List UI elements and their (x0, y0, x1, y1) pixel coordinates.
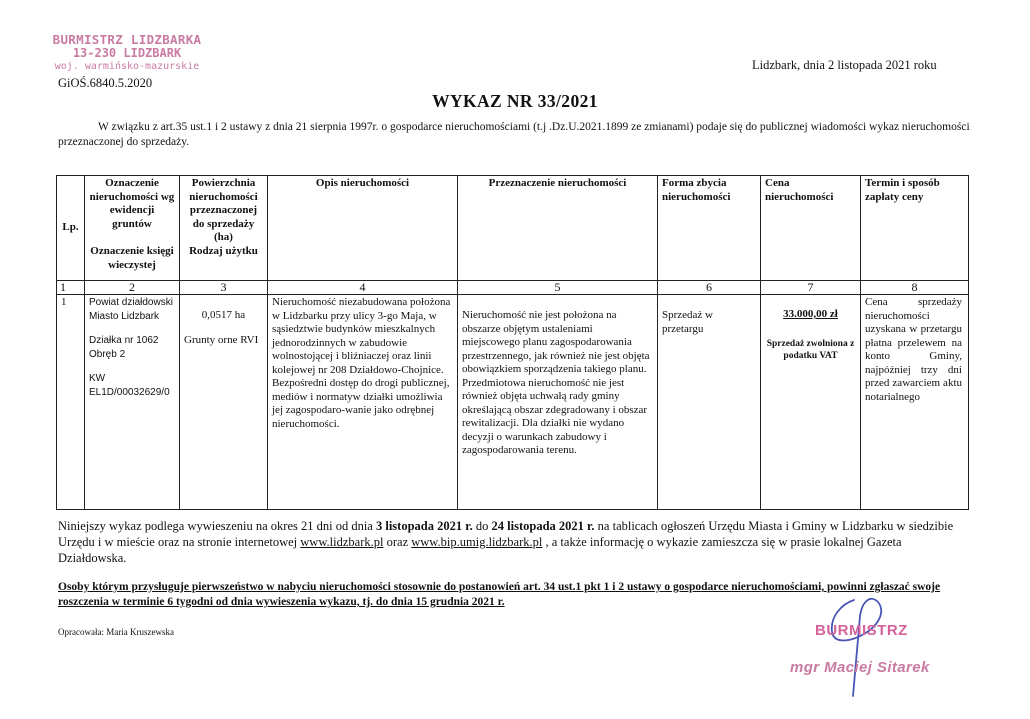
stamp-line-1: BURMISTRZ LIDZBARKA (52, 32, 202, 47)
sale-form-value: Sprzedaż w przetargu (662, 309, 714, 335)
land-register-number: EL1D/00032629/0 (89, 386, 170, 398)
cell-sale-form (658, 295, 761, 510)
cell-payment (861, 295, 969, 510)
column-number: 8 (861, 281, 969, 295)
priority-notice: Osoby którym przysługuje pierwszeństwo w nabyciu nieruchomości stosownie do postanowień art. 34 ust.1 pkt 1 i 2 ustawy o gospodarce nieruchomościami, powinni zgłaszać swoje roszczenia w terminie 6 tygodni od dnia wywieszenia wykazu, tj. do dnia 15 grudnia 2021 r. (58, 581, 941, 608)
notice-text: na tablicach ogłoszeń Urzędu Miasta i Gminy w Lidzbarku w siedzibie Urzędu i w mieście oraz na stronie internetowej (58, 519, 954, 549)
purpose-text-2: Przedmiotowa nieruchomość nie jest również objęta uchwałą rady gminy określającą obszar zdegradowany i obszar rewitalizacji. Dla działki nie wydano decyzji o warunkach zabudowy i zagospodarowania terenu. (462, 376, 648, 456)
header-description: Opis nieruchomości (268, 176, 458, 281)
document-title: WYKAZ NR 33/2021 (432, 91, 598, 111)
price-value: 33.000,00 zł (783, 308, 838, 320)
parcel-county: Powiat działdowski (89, 297, 173, 308)
header-payment: Termin i sposób zapłaty ceny (861, 176, 969, 281)
reference-number: GiOŚ.6840.5.2020 (58, 76, 153, 90)
column-number: 4 (268, 281, 458, 295)
notice-text: , a także informację o wykazie zamieszcza się w prasie lokalnej Gazeta Działdowska. (58, 535, 902, 565)
column-number: 3 (180, 281, 268, 295)
header-land-register: Oznaczenie księgi wieczystej (90, 245, 174, 271)
mayor-name: mgr Maciej Sitarek (790, 659, 930, 676)
land-register-label: KW (89, 373, 106, 384)
document-date: Lidzbark, dnia 2 listopada 2021 roku (752, 58, 937, 72)
notice-start-date: 3 listopada 2021 r. (375, 519, 473, 533)
table-row (57, 295, 969, 510)
purpose-text-1: Nieruchomość nie jest położona na obszarze objętym ustaleniami miejscowego planu zagospodarowania przestrzennego, jak również nie jest objęta obowiązkiem sporządzenia takiego planu. (462, 309, 650, 375)
parcel-town: Miasto Lidzbark (89, 310, 160, 322)
description-text-1: Nieruchomość niezabudowana położona w Lidzbarku przy ulicy 3-go Maja, w sąsiedztwie budynków mieszkalnych jednorodzinnych w zabudowie wolnostojącej i bliźniaczej oraz linii kolejowej nr 208 Działdowo-Chojnice. (272, 296, 451, 376)
cell-price (761, 295, 861, 510)
column-numbers-row (57, 281, 969, 295)
notice-end-date: 24 listopada 2021 r. (491, 519, 595, 533)
header-area (180, 176, 268, 281)
column-number: 2 (85, 281, 180, 295)
header-lp: Lp. (57, 176, 85, 281)
table-header-row (57, 176, 969, 281)
link-bip[interactable]: www.bip.umig.lidzbark.pl (411, 535, 543, 549)
notice-text: do (472, 519, 492, 533)
header-land-use: Rodzaj użytku (189, 244, 258, 257)
official-stamp (44, 33, 210, 72)
column-number: 7 (761, 281, 861, 295)
column-number: 6 (658, 281, 761, 295)
cell-area (180, 295, 268, 510)
property-table (56, 175, 969, 510)
header-parcel (85, 176, 180, 281)
cell-parcel (85, 295, 180, 510)
row-lp: 1 (57, 295, 85, 510)
area-value: 0,0517 ha (201, 309, 246, 321)
notice-text: Niniejszy wykaz podlega wywieszeniu na okres 21 dni od dnia (58, 519, 376, 533)
prepared-by: Opracowała: Maria Kruszewska (58, 627, 174, 637)
land-use-value: Grunty orne RVI (184, 333, 259, 346)
header-parcel-registry: Oznaczenie nieruchomości wg ewidencji gruntów (89, 177, 175, 230)
cell-description (268, 295, 458, 510)
header-purpose: Przeznaczenie nieruchomości (458, 176, 658, 281)
header-area-size: Powierzchnia nieruchomości przeznaczonej do sprzedaży (ha) (189, 177, 258, 243)
parcel-number: Działka nr 1062 (89, 335, 159, 346)
intro-text: W związku z art.35 ust.1 i 2 ustawy z dnia 21 sierpnia 1997r. o gospodarce nieruchomościami (t.j .Dz.U.2021.1899 ze zmianami) podaje się do publicznej wiadomości wykaz nieruchomości przeznaczonej do sprzedaży. (58, 121, 970, 148)
publication-notice (58, 518, 963, 566)
notice-text: oraz (383, 535, 412, 549)
intro-paragraph (58, 120, 970, 150)
column-number: 1 (57, 281, 85, 295)
header-price: Cena nieruchomości (761, 176, 861, 281)
description-text-2: Bezpośredni dostęp do drogi publicznej, mediów i normatyw działki umożliwia jej zagospodaro-wanie jako odrębnej nieruchomości. (272, 377, 450, 430)
stamp-line-2: 13-230 LIDZBARK (72, 46, 182, 61)
cell-purpose (458, 295, 658, 510)
payment-terms: Cena sprzedaży nieruchomości uzyskana w przetargu płatna przelewem na konto Gminy, najpóźniej trzy dni przed zawarciem aktu notarialnego (865, 296, 962, 403)
vat-note: Sprzedaż zwolniona z podatku VAT (766, 338, 855, 361)
parcel-precinct: Obręb 2 (89, 348, 126, 360)
column-number: 5 (458, 281, 658, 295)
link-lidzbark[interactable]: www.lidzbark.pl (300, 535, 384, 549)
stamp-line-3: woj. warmińsko-mazurskie (54, 60, 200, 72)
header-sale-form: Forma zbycia nieruchomości (658, 176, 761, 281)
handwritten-signature (820, 592, 895, 702)
mayor-title: BURMISTRZ (815, 622, 908, 639)
